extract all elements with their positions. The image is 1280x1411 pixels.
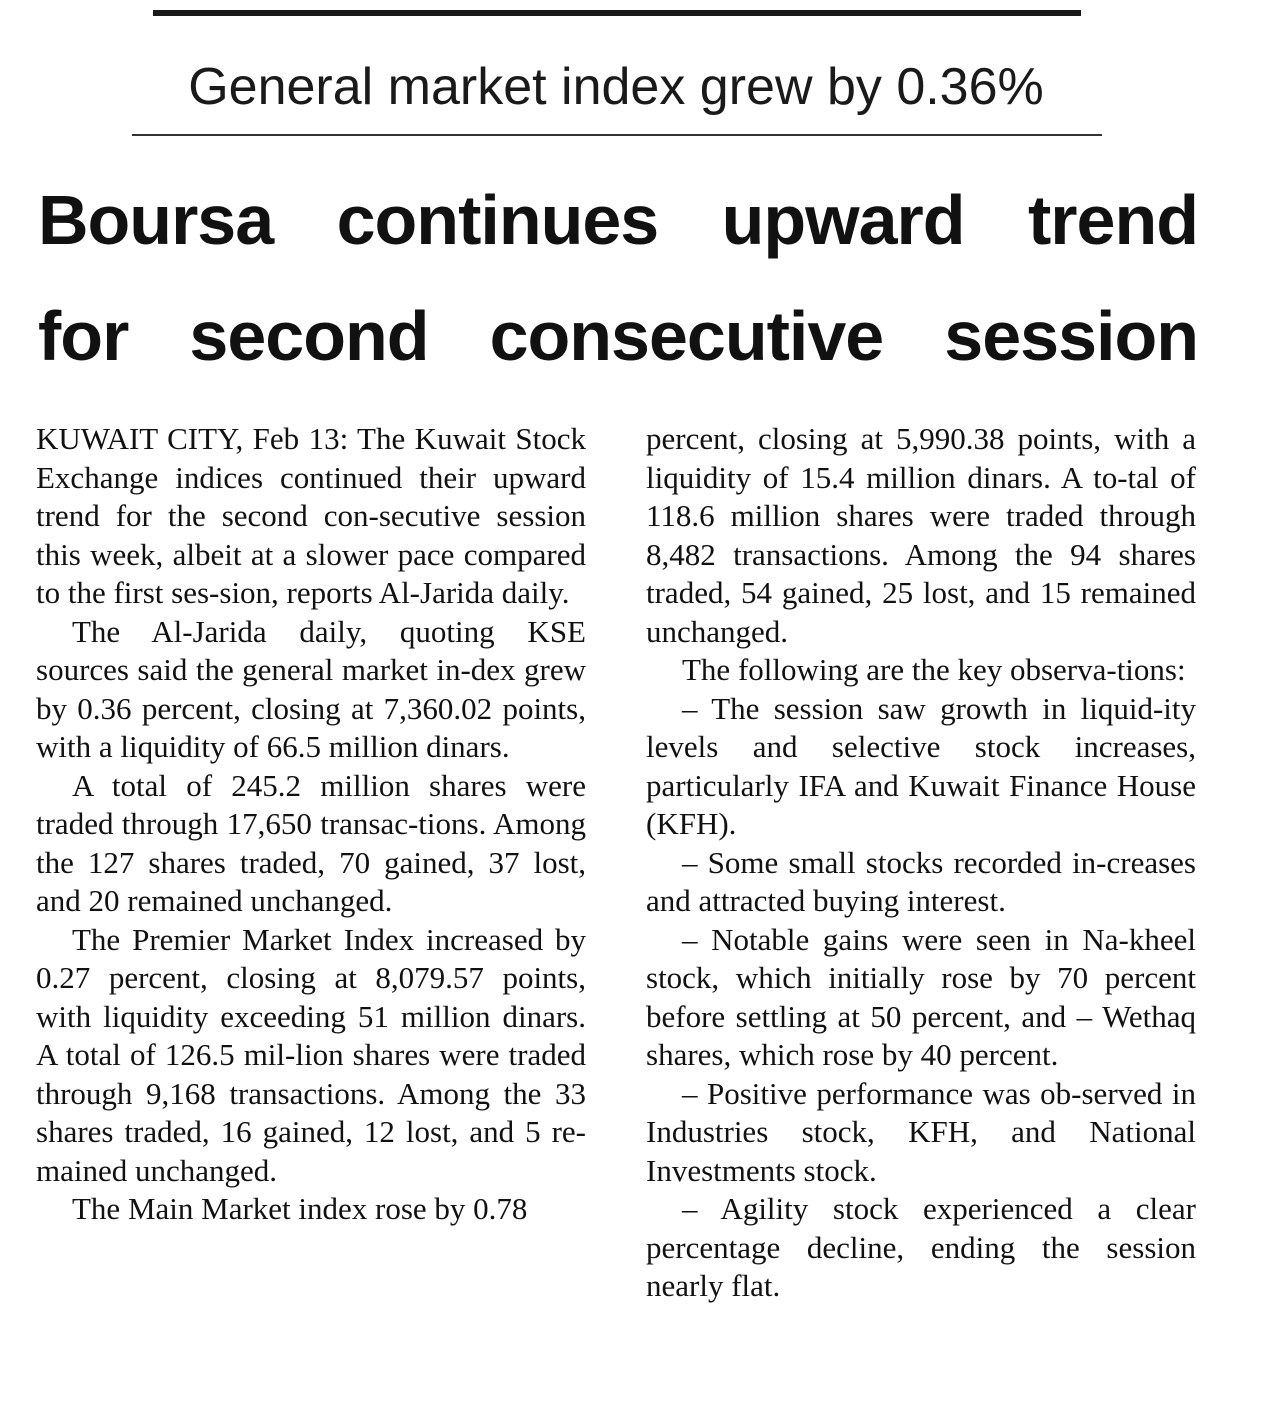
left-column xyxy=(36,420,586,1229)
kicker: General market index grew by 0.36% xyxy=(188,58,1044,116)
paragraph: The Premier Market Index increased by 0.27 percent, closing at 8,079.57 points, with liquidity exceeding 51 million dinars. A total of 126.5 mil-lion shares were traded through 9,168 transactions. Among the 33 shares traded, 16 gained, 12 lost, and 5 re-mained unchanged. xyxy=(36,921,586,1188)
headline-line-1: Boursa continues upward trend xyxy=(38,181,1198,259)
paragraph: The Main Market index rose by 0.78 xyxy=(72,1191,528,1226)
paragraph: The following are the key observa-tions: xyxy=(682,652,1186,687)
paragraph: – Notable gains were seen in Na-kheel stock, which initially rose by 70 percent before settling at 50 percent, and – Wethaq shares, which rose by 40 percent. xyxy=(646,921,1196,1072)
paragraph: – Agility stock experienced a clear percentage decline, ending the session nearly flat. xyxy=(646,1191,1196,1303)
paragraph: – Some small stocks recorded in-creases and attracted buying interest. xyxy=(646,844,1196,918)
top-rule xyxy=(153,10,1081,16)
paragraph: The Al-Jarida daily, quoting KSE sources said the general market in-dex grew by 0.36 percent, closing at 7,360.02 points, with a liquidity of 66.5 million dinars. xyxy=(36,613,586,764)
paragraph: KUWAIT CITY, Feb 13: The Kuwait Stock Exchange indices continued their upward trend for the second con-secutive session this week, albeit at a slower pace compared to the first ses-sion, reports Al-Jarida daily. xyxy=(36,421,586,610)
paragraph: percent, closing at 5,990.38 points, with a liquidity of 15.4 million dinars. A to-tal of 118.6 million shares were traded through 8,482 transactions. Among the 94 shares traded, 54 gained, 25 lost, and 15 remained unchanged. xyxy=(646,421,1196,649)
headline xyxy=(38,162,1198,394)
right-column xyxy=(646,420,1196,1306)
kicker-rule xyxy=(132,134,1102,136)
paragraph: – The session saw growth in liquid-ity levels and selective stock increases, particularly IFA and Kuwait Finance House (KFH). xyxy=(646,690,1196,841)
paragraph: A total of 245.2 million shares were traded through 17,650 transac-tions. Among the 127 shares traded, 70 gained, 37 lost, and 20 remained unchanged. xyxy=(36,767,586,918)
headline-line-2: for second consecutive session xyxy=(38,297,1198,375)
paragraph: – Positive performance was ob-served in Industries stock, KFH, and National Investments stock. xyxy=(646,1075,1196,1188)
